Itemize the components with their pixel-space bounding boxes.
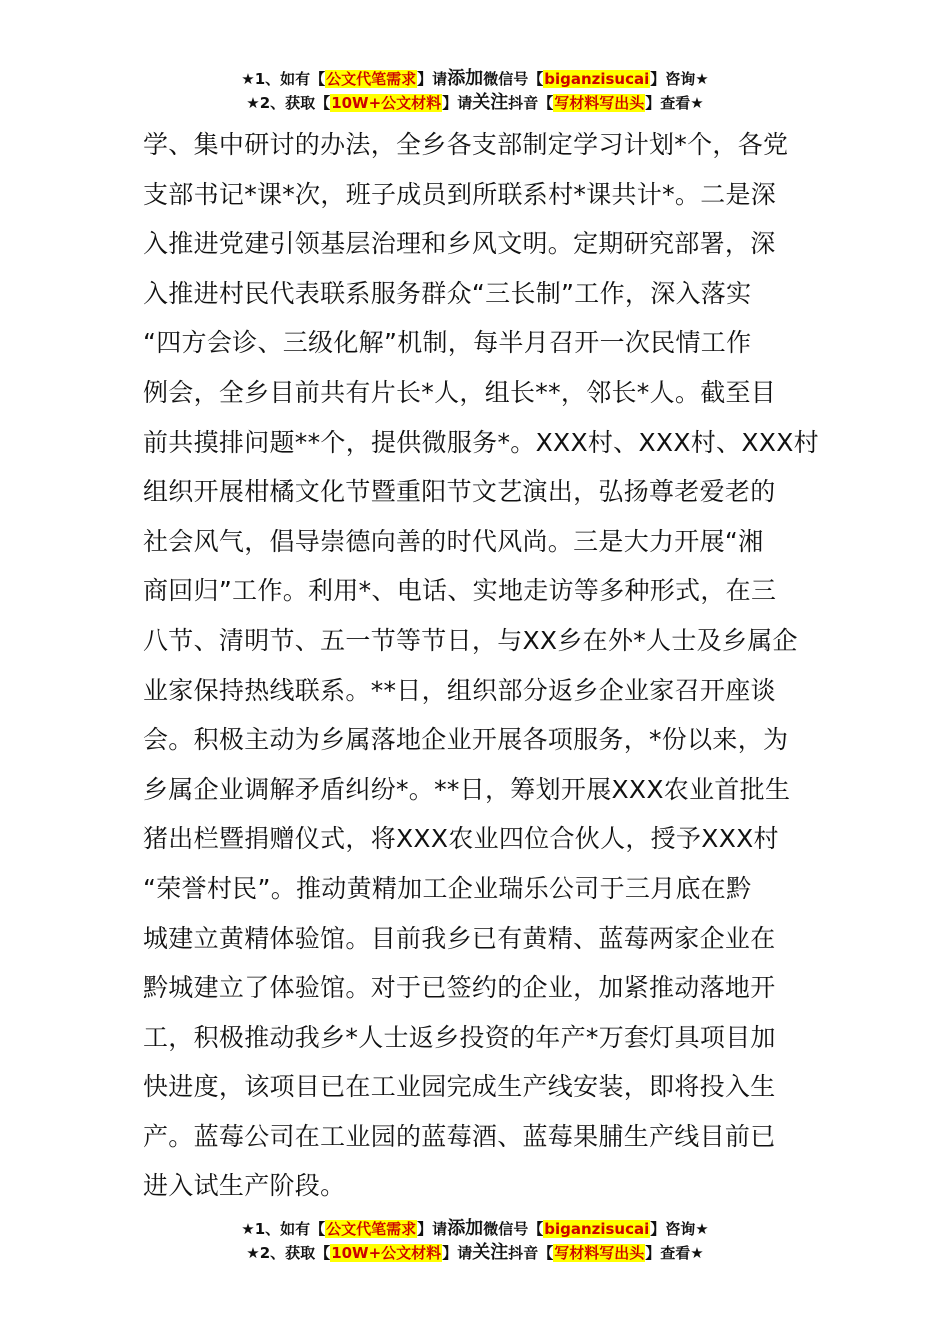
- banner-prefix: ★2、获取【: [246, 1244, 331, 1262]
- text-line: 社会风气，倡导崇德向善的时代风尚。三是大力开展“湘: [143, 526, 764, 556]
- banner-text: 抖音【: [508, 1244, 554, 1262]
- banner-text: 】请: [442, 1244, 473, 1262]
- banner-text: 微信号【: [483, 70, 544, 88]
- text-line: 业家保持热线联系。**日，组织部分返乡企业家召开座谈: [143, 675, 776, 705]
- banner-prefix: ★1、如有【: [241, 1220, 326, 1238]
- text-line: 组织开展柑橘文化节暨重阳节文艺演出，弘扬尊老爱老的: [143, 477, 776, 507]
- banner-line-1: [0, 68, 950, 92]
- banner-text: 】请: [442, 94, 473, 112]
- banner-suffix: 】咨询★: [650, 70, 709, 88]
- banner-highlight: 写材料写出头: [554, 94, 645, 112]
- banner-line-2: [0, 92, 950, 116]
- text-line: 前共摸排问题**个，提供微服务*。XXX村、XXX村、XXX村: [143, 427, 819, 457]
- banner-text: 】请: [417, 1220, 448, 1238]
- text-line: 会。积极主动为乡属落地企业开展各项服务，*份以来，为: [143, 725, 789, 755]
- banner-suffix: 】查看★: [645, 1244, 704, 1262]
- banner-suffix: 】查看★: [645, 94, 704, 112]
- text-line: 猪出栏暨捐赠仪式，将XXX农业四位合伙人，授予XXX村: [143, 824, 779, 854]
- banner-highlight: 公文代笔需求: [326, 1220, 417, 1238]
- text-line: 入推进党建引领基层治理和乡风文明。定期研究部署，深: [143, 229, 776, 259]
- banner-highlight: biganzisucai: [544, 1220, 650, 1238]
- document-body: [143, 120, 819, 1211]
- banner-line-2: [0, 1242, 950, 1266]
- banner-suffix: 】咨询★: [650, 1220, 709, 1238]
- banner-text: 微信号【: [483, 1220, 544, 1238]
- bottom-banner: [0, 1218, 950, 1266]
- text-line: 例会，全乡目前共有片长*人，组长**，邻长*人。截至目: [143, 377, 777, 407]
- text-line: 学、集中研讨的办法，全乡各支部制定学习计划*个，各党: [143, 130, 789, 159]
- text-line: 进入试生产阶段。: [143, 1171, 346, 1201]
- text-line: 产。蓝莓公司在工业园的蓝莓酒、蓝莓果脯生产线目前已: [143, 1121, 776, 1151]
- banner-emphasis: 关注: [472, 1242, 509, 1263]
- text-line: 商回归”工作。利用*、电话、实地走访等多种形式，在三: [143, 576, 777, 606]
- text-line: 八节、清明节、五一节等节日，与XX乡在外*人士及乡属企: [143, 625, 798, 655]
- text-line: “荣誉村民”。推动黄精加工企业瑞乐公司于三月底在黔: [143, 873, 752, 903]
- text-line: 乡属企业调解矛盾纠纷*。**日，筹划开展XXX农业首批生: [143, 774, 791, 804]
- text-line: 快进度，该项目已在工业园完成生产线安装，即将投入生: [143, 1072, 776, 1102]
- banner-line-1: [0, 1218, 950, 1242]
- banner-highlight: 公文代笔需求: [326, 70, 417, 88]
- banner-highlight: 写材料写出头: [554, 1244, 645, 1262]
- banner-prefix: ★2、获取【: [246, 94, 331, 112]
- banner-emphasis: 添加: [447, 68, 484, 89]
- text-line: 入推进村民代表联系服务群众“三长制”工作，深入落实: [143, 278, 752, 308]
- text-line: “四方会诊、三级化解”机制，每半月召开一次民情工作: [143, 328, 752, 358]
- banner-emphasis: 关注: [472, 92, 509, 113]
- top-banner: [0, 68, 950, 116]
- banner-highlight: 10W+公文材料: [331, 94, 442, 112]
- text-line: 支部书记*课*次，班子成员到所联系村*课共计*。二是深: [143, 179, 777, 209]
- text-line: 黔城建立了体验馆。对于已签约的企业，加紧推动落地开: [143, 973, 776, 1003]
- text-line: 工，积极推动我乡*人士返乡投资的年产*万套灯具项目加: [143, 1022, 776, 1052]
- banner-highlight: 10W+公文材料: [331, 1244, 442, 1262]
- banner-prefix: ★1、如有【: [241, 70, 326, 88]
- text-line: 城建立黄精体验馆。目前我乡已有黄精、蓝莓两家企业在: [143, 923, 776, 953]
- banner-text: 】请: [417, 70, 448, 88]
- banner-text: 抖音【: [508, 94, 554, 112]
- banner-highlight: biganzisucai: [544, 70, 650, 88]
- banner-emphasis: 添加: [447, 1218, 484, 1239]
